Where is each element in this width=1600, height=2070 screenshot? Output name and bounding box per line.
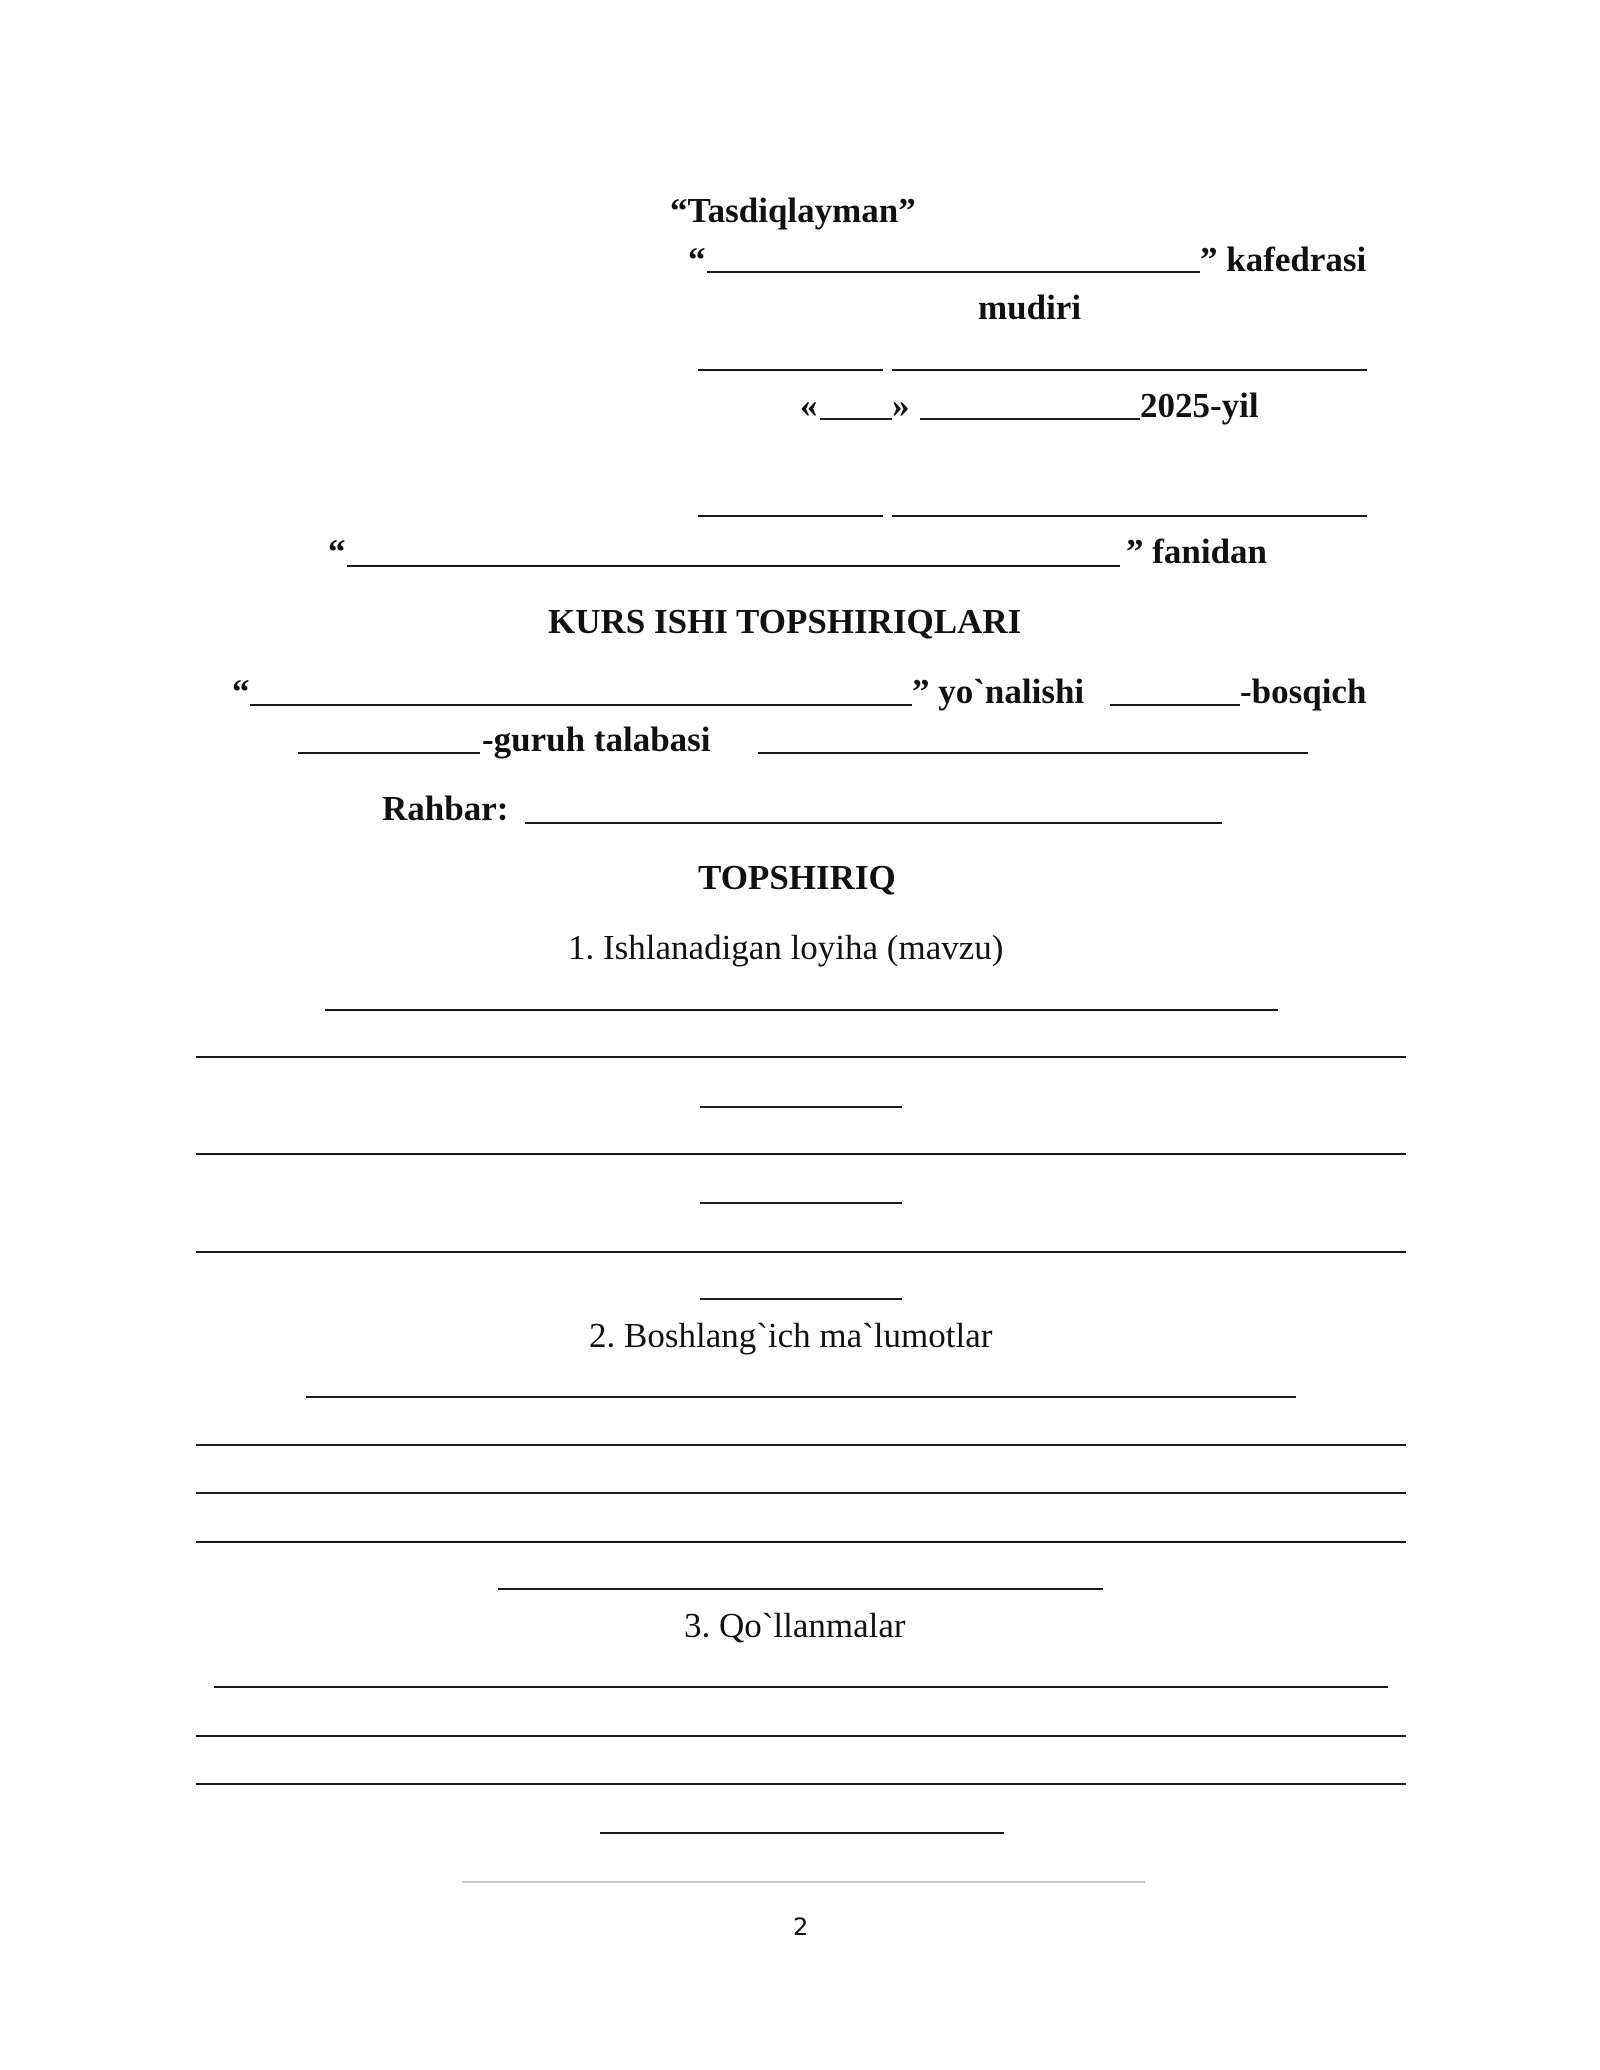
student-name-blank[interactable]: [758, 752, 1308, 754]
head-signature-blank[interactable]: [698, 369, 883, 371]
section-1-line[interactable]: [700, 1106, 902, 1108]
date-open-quote: «: [800, 386, 818, 425]
section-3-label: 3. Qo`llanmalar: [684, 1606, 906, 1645]
section-3-line[interactable]: [214, 1686, 1388, 1688]
section-2-line[interactable]: [196, 1444, 1406, 1446]
head-name-blank[interactable]: [892, 369, 1367, 371]
task-heading: TOPSHIRIQ: [698, 858, 896, 897]
section-3-line[interactable]: [196, 1783, 1406, 1785]
subject-blank[interactable]: [347, 565, 1120, 567]
date-close-quote: »: [892, 386, 910, 425]
subject-open-quote: “: [328, 532, 346, 571]
section-1-label: 1. Ishlanadigan loyiha (mavzu): [568, 928, 1004, 967]
stage-blank[interactable]: [1110, 704, 1240, 706]
date-day-blank[interactable]: [820, 418, 892, 420]
head-title: mudiri: [978, 288, 1082, 327]
approval-extra-blank-left[interactable]: [698, 515, 883, 517]
section-2-line[interactable]: [306, 1396, 1296, 1398]
section-1-line[interactable]: [700, 1202, 902, 1204]
approval-extra-blank-right[interactable]: [892, 515, 1367, 517]
direction-label: ” yo`nalishi: [912, 672, 1085, 711]
stage-label: -bosqich: [1240, 672, 1367, 711]
section-2-line[interactable]: [196, 1492, 1406, 1494]
date-month-blank[interactable]: [920, 418, 1140, 420]
direction-open-quote: “: [232, 672, 250, 711]
supervisor-blank[interactable]: [525, 822, 1222, 824]
section-1-line[interactable]: [700, 1298, 902, 1300]
section-3-line[interactable]: [600, 1832, 1004, 1834]
section-1-line[interactable]: [325, 1009, 1278, 1011]
approval-title: “Tasdiqlayman”: [670, 191, 916, 230]
document-heading: KURS ISHI TOPSHIRIQLARI: [548, 602, 1022, 641]
section-1-line[interactable]: [196, 1251, 1406, 1253]
kafedra-blank[interactable]: [707, 271, 1200, 273]
group-label: -guruh talabasi: [482, 720, 711, 759]
section-2-line[interactable]: [498, 1588, 1103, 1590]
section-2-label: 2. Boshlang`ich ma`lumotlar: [589, 1316, 993, 1355]
section-2-line[interactable]: [196, 1541, 1406, 1543]
group-blank[interactable]: [298, 752, 480, 754]
page-number: 2: [793, 1913, 809, 1941]
section-3-line[interactable]: [196, 1735, 1406, 1737]
direction-blank[interactable]: [250, 704, 912, 706]
subject-label: ” fanidan: [1126, 532, 1268, 571]
footer-separator: [462, 1881, 1145, 1883]
date-year: 2025-yil: [1140, 386, 1259, 425]
kafedra-open-quote: “: [688, 240, 706, 279]
supervisor-label: Rahbar:: [382, 789, 509, 828]
section-1-line[interactable]: [196, 1056, 1406, 1058]
section-1-line[interactable]: [196, 1153, 1406, 1155]
kafedra-label: ” kafedrasi: [1200, 240, 1367, 279]
